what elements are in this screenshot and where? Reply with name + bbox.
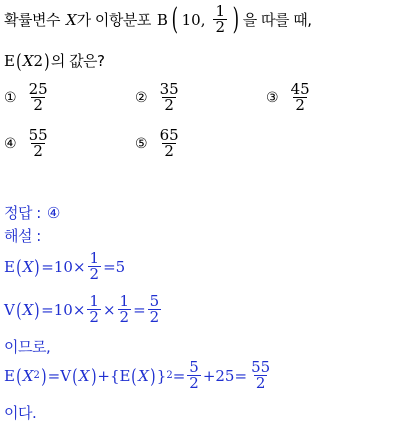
answer-label: 정답 : xyxy=(4,204,41,222)
solution-mid-text: 이므로, xyxy=(4,338,51,356)
binomial-n: 10, xyxy=(181,10,206,29)
solution-label: 해설 : xyxy=(4,227,41,245)
solution-end-text-line xyxy=(4,402,36,423)
question-line2-text: 의 값은? xyxy=(50,52,105,70)
binomial-symbol: B xyxy=(156,10,168,29)
solution-eq-1: E ( X ) = 10 × $\frac{1}{2}$ = 5 xyxy=(4,249,126,283)
question-line-1 xyxy=(4,1,312,37)
choice-1[interactable]: ① $\frac{25}{2}$ xyxy=(4,80,48,114)
question-line-2: E ( X 2 ) 의 값은? xyxy=(4,48,105,73)
solution-eq-3: E ( X 2 ) = V ( X ) + { E ( X ) } 2 = $\frac{5}{2}$ + 25 = $\frac{55}{2}$ xyxy=(4,358,271,392)
question-text-3: 을 따를 때, xyxy=(242,11,312,29)
paren-open: ( xyxy=(171,1,178,37)
question-text-1: 확률변수 xyxy=(4,11,60,29)
question-variable: X xyxy=(65,10,77,29)
choice-4[interactable]: ④ $\frac{55}{2}$ xyxy=(4,126,48,160)
question-text-2: 가 이항분포 xyxy=(76,11,151,29)
choice-5[interactable]: ⑤ $\frac{65}{2}$ xyxy=(135,126,179,160)
choice-3[interactable]: ③ $\frac{45}{2}$ xyxy=(266,80,310,114)
question-line2-variable: X xyxy=(22,51,34,70)
solution-mid-text-line xyxy=(4,336,50,357)
binomial-p: $\frac{1}{2}$ xyxy=(215,2,226,36)
expectation-symbol: E xyxy=(4,51,15,70)
paren-close: ) xyxy=(232,1,240,37)
solution-end-text: 이다. xyxy=(4,404,37,422)
choice-2[interactable]: ② $\frac{35}{2}$ xyxy=(135,80,179,114)
answer-value: ④ xyxy=(46,203,60,222)
answer-line xyxy=(4,202,60,223)
solution-label-line xyxy=(4,225,41,246)
solution-eq-2: V ( X ) = 10 × $\frac{1}{2}$ × $\frac{1}{2}$ = $\frac{5}{2}$ xyxy=(4,292,160,326)
